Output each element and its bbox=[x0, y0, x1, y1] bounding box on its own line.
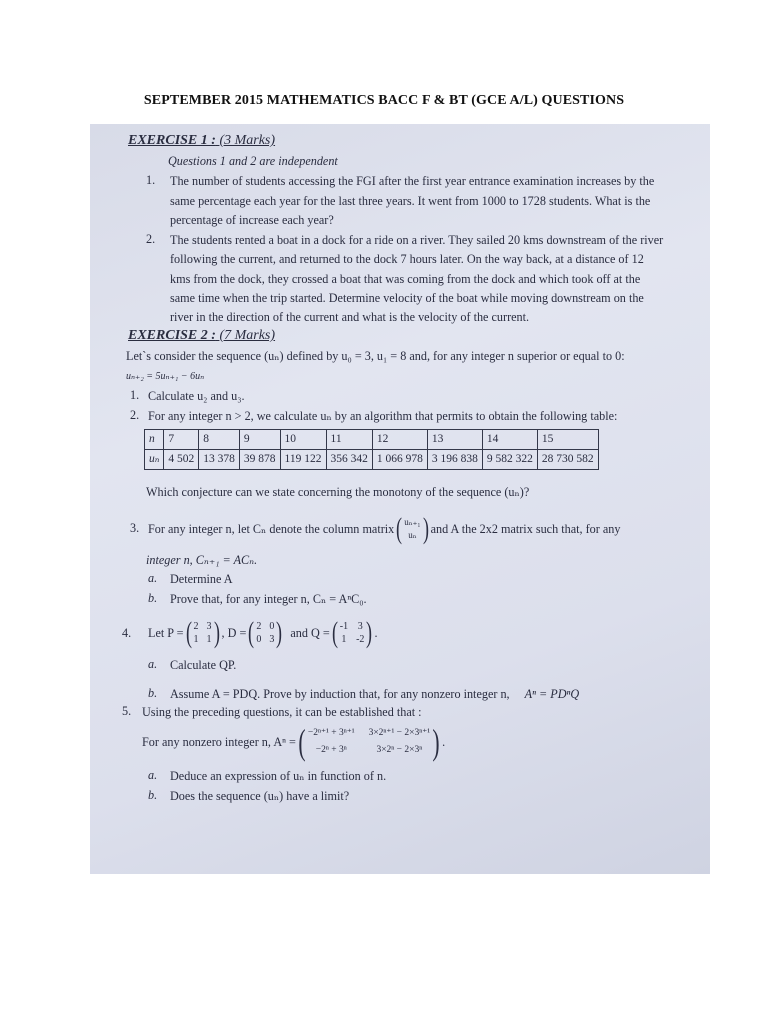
ex2-q4-b-formula: Aⁿ = PDⁿQ bbox=[524, 687, 580, 701]
ex2-q4-b-text: Assume A = PDQ. Prove by induction that, for any nonzero integer n, bbox=[170, 687, 510, 701]
table-cell: 3 196 838 bbox=[427, 450, 482, 470]
table-cell: uₙ bbox=[145, 450, 164, 470]
ex1-q2-number: 2. bbox=[146, 232, 156, 246]
table-cell: 13 bbox=[427, 430, 482, 450]
matrix-entry: 1 bbox=[193, 634, 199, 645]
matrix-entry: 1 bbox=[341, 634, 347, 645]
matrix-entry: 3 bbox=[206, 621, 212, 632]
exercise-2-intro: Let`s consider the sequence (uₙ) defined by u₀ = 3, u₁ = 8 and, for any integer n superior or equal to 0: bbox=[126, 349, 625, 363]
ex2-q3-number: 3. bbox=[130, 521, 140, 535]
ex2-q4-a-text: Calculate QP. bbox=[170, 658, 237, 672]
ex2-q1-text: Calculate u₂ and u₃. bbox=[148, 389, 245, 403]
exercise-2-heading bbox=[128, 327, 275, 344]
column-matrix: ( uₙ₊₁ uₙ ) bbox=[396, 512, 429, 545]
q5-end: . bbox=[442, 734, 446, 749]
ex2-q4-number: 4. bbox=[122, 626, 132, 640]
d-label: , D = bbox=[221, 625, 247, 640]
page-title: SEPTEMBER 2015 MATHEMATICS BACC F & BT (GCE A/L) QUESTIONS bbox=[143, 93, 625, 108]
matrix-entry: 3 bbox=[357, 621, 363, 632]
ex2-q4-b-statement bbox=[170, 686, 579, 703]
ex2-q5-b-label: b. bbox=[148, 788, 158, 802]
exercise-1-title: EXERCISE 1 : bbox=[128, 133, 216, 148]
matrix-entry: uₙ bbox=[408, 530, 417, 540]
matrix-entry: -1 bbox=[339, 621, 349, 632]
ex2-q5-number: 5. bbox=[122, 704, 132, 718]
ex2-q5-text: Using the preceding questions, it can be established that : bbox=[142, 705, 422, 719]
table-row-u bbox=[145, 450, 599, 470]
table-cell: 119 122 bbox=[280, 450, 326, 470]
matrix-entry: 2 bbox=[193, 621, 199, 632]
ex1-q2-line: river in the direction of the current and what is the velocity of the current. bbox=[170, 310, 530, 324]
ex2-q3-statement bbox=[148, 510, 620, 548]
matrix-entry: -2 bbox=[356, 634, 365, 645]
exercise-2-marks: (7 Marks) bbox=[219, 328, 276, 343]
matrix-entry: −2ⁿ⁺¹ + 3ⁿ⁺¹ bbox=[307, 728, 355, 738]
scanned-exam-photo bbox=[90, 124, 710, 874]
ex2-q5-matrix-line bbox=[142, 721, 445, 763]
matrix-entry: 3 bbox=[269, 634, 275, 645]
table-cell: 39 878 bbox=[239, 450, 280, 470]
table-cell: 8 bbox=[199, 430, 240, 450]
exercise-1-note: Questions 1 and 2 are independent bbox=[168, 154, 338, 168]
sequence-table bbox=[144, 429, 599, 470]
q4-end: . bbox=[374, 625, 378, 640]
matrix-d: ( 2 0 0 3 ) bbox=[248, 616, 283, 649]
ex2-q5-a-label: a. bbox=[148, 768, 158, 782]
matrix-entry: 0 bbox=[256, 634, 262, 645]
table-cell: 7 bbox=[164, 430, 199, 450]
matrix-entry: 1 bbox=[206, 634, 212, 645]
ex2-q4-matrices bbox=[148, 614, 377, 652]
ex2-q3-b-label: b. bbox=[148, 591, 158, 605]
table-cell: 14 bbox=[482, 430, 537, 450]
table-cell: 28 730 582 bbox=[537, 450, 598, 470]
ex2-q3-b-text: Prove that, for any integer n, Cₙ = AⁿC₀. bbox=[170, 592, 367, 606]
exercise-1-marks: (3 Marks) bbox=[219, 133, 276, 148]
table-cell: 4 502 bbox=[164, 450, 199, 470]
q-label: and Q = bbox=[290, 625, 330, 640]
table-cell: 10 bbox=[280, 430, 326, 450]
ex2-q2-number: 2. bbox=[130, 408, 140, 422]
table-cell: 9 bbox=[239, 430, 280, 450]
matrix-entry: 3×2ⁿ − 2×3ⁿ bbox=[376, 745, 423, 755]
table-cell: 15 bbox=[537, 430, 598, 450]
ex2-q4-a-label: a. bbox=[148, 657, 158, 671]
ex2-q3-text-c: integer n, Cₙ₊₁ = ACₙ. bbox=[146, 553, 258, 567]
exercise-1-heading bbox=[128, 132, 275, 149]
conjecture-question: Which conjecture can we state concerning the monotony of the sequence (uₙ)? bbox=[146, 485, 530, 499]
table-cell: 9 582 322 bbox=[482, 450, 537, 470]
table-cell: 11 bbox=[326, 430, 372, 450]
ex2-q5-lead: For any nonzero integer n, Aⁿ = bbox=[142, 734, 296, 749]
ex1-q2-line: kms from the dock, they crossed a boat that was coming from the dock and which took off at the bbox=[170, 272, 641, 286]
ex2-q3-a-text: Determine A bbox=[170, 572, 233, 586]
matrix-entry: 2 bbox=[256, 621, 262, 632]
table-cell: 13 378 bbox=[199, 450, 240, 470]
ex1-q1-number: 1. bbox=[146, 173, 156, 187]
table-row-n bbox=[145, 430, 599, 450]
matrix-entry: 3×2ⁿ⁺¹ − 2×3ⁿ⁺¹ bbox=[368, 728, 431, 738]
table-cell: n bbox=[145, 430, 164, 450]
ex2-q1-number: 1. bbox=[130, 388, 140, 402]
ex1-q1-line: same percentage each year for the last three years. It went from 1000 to 1728 students. What is the bbox=[170, 194, 651, 208]
ex2-q2-text: For any integer n > 2, we calculate uₙ by an algorithm that permits to obtain the following table: bbox=[148, 409, 618, 423]
ex2-q5-b-text: Does the sequence (uₙ) have a limit? bbox=[170, 789, 350, 803]
let-p-label: Let P = bbox=[148, 625, 184, 640]
exercise-2-title: EXERCISE 2 : bbox=[128, 328, 216, 343]
ex1-q1-line: The number of students accessing the FGI after the first year entrance examination increases by the bbox=[170, 174, 655, 188]
ex2-q3-text-b: and A the 2x2 matrix such that, for any bbox=[430, 521, 621, 536]
table-cell: 12 bbox=[372, 430, 427, 450]
matrix-p: ( 2 3 1 1 ) bbox=[185, 616, 220, 649]
matrix-entry: 0 bbox=[269, 621, 275, 632]
ex2-q5-a-text: Deduce an expression of uₙ in function of n. bbox=[170, 769, 387, 783]
recurrence-formula: uₙ₊₂ = 5uₙ₊₁ − 6uₙ bbox=[126, 371, 205, 382]
ex1-q2-line: same time when the trip started. Determine velocity of the boat while moving downstream on the bbox=[170, 291, 644, 305]
matrix-q: ( -1 3 1 -2 ) bbox=[331, 616, 373, 649]
ex1-q2-line: following the current, and returned to the dock 7 hours later. On the way back, at a distance of 12 bbox=[170, 252, 644, 266]
matrix-entry: uₙ₊₁ bbox=[404, 517, 421, 527]
ex2-q4-b-label: b. bbox=[148, 686, 158, 700]
table-cell: 356 342 bbox=[326, 450, 372, 470]
ex2-q3-a-label: a. bbox=[148, 571, 158, 585]
ex1-q2-line: The students rented a boat in a dock for a ride on a river. They sailed 20 kms downstream of the river bbox=[170, 233, 664, 247]
matrix-entry: −2ⁿ + 3ⁿ bbox=[315, 745, 347, 755]
ex1-q1-line: percentage of increase each year? bbox=[170, 213, 334, 227]
ex2-q3-text-a: For any integer n, let Cₙ denote the column matrix bbox=[148, 521, 395, 536]
matrix-a-power-n: ( −2ⁿ⁺¹ + 3ⁿ⁺¹ 3×2ⁿ⁺¹ − 2×3ⁿ⁺¹ −2ⁿ + 3ⁿ 3×2ⁿ − 2×3ⁿ ) bbox=[298, 722, 440, 762]
table-cell: 1 066 978 bbox=[372, 450, 427, 470]
